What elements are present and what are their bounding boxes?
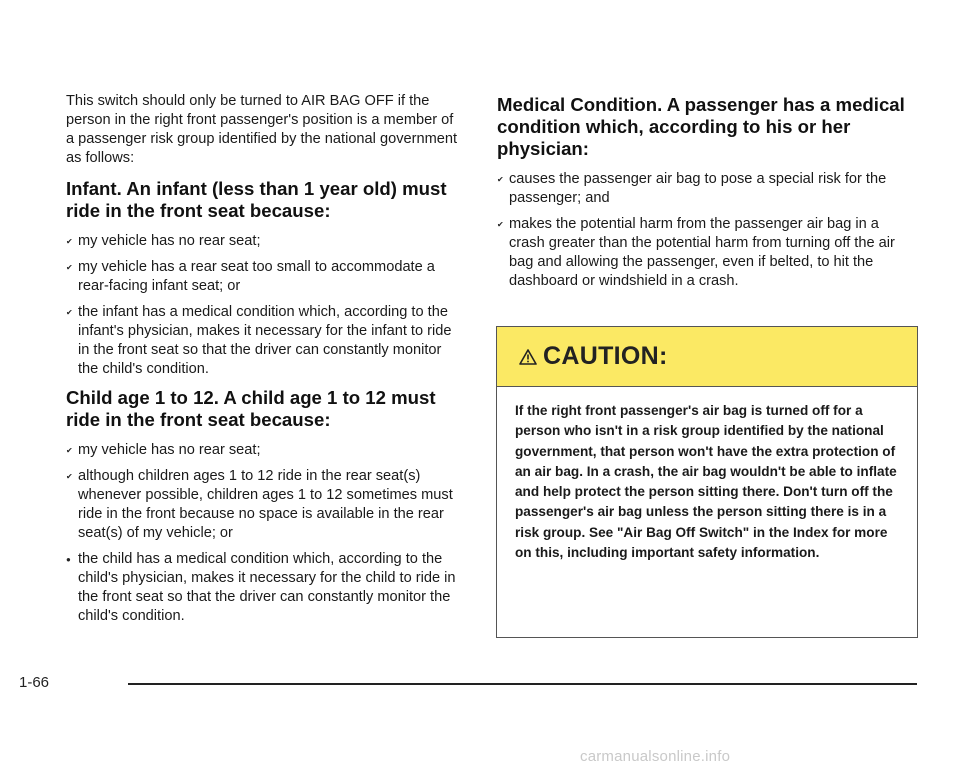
section-heading-infant: Infant. An infant (less than 1 year old) must ride in the front seat because: [66, 178, 447, 221]
list-item: ✔ makes the potential harm from the passenger air bag in a crash greater than the potential harm from turning off the air bag and allowing the passenger, even if belted, to hit the dashboard or windshield in a crash. [497, 216, 895, 289]
list-item: ✔ causes the passenger air bag to pose a special risk for the passenger; and [497, 171, 887, 206]
caution-header [497, 327, 917, 387]
checkmark-bullet-icon: ✔ [66, 237, 73, 246]
list-item: ✔ my vehicle has no rear seat; [66, 233, 261, 249]
checkmark-bullet-icon: ✔ [66, 472, 73, 481]
caution-label [507, 335, 702, 379]
list-item: ✔ my vehicle has a rear seat too small to accommodate a rear-facing infant seat; or [66, 259, 435, 294]
left-column [66, 92, 460, 634]
checkmark-bullet-icon: ✔ [66, 263, 73, 272]
section-heading-child: Child age 1 to 12. A child age 1 to 12 must ride in the front seat because: [66, 387, 436, 430]
caution-text: If the right front passenger's air bag is turned off for a person who isn't in a risk group identified by the national government, that person won't have the extra protection of an air bag. In a crash, the air bag wouldn't be able to inflate and help protect the person sitting there. Don't turn off the passenger's air bag unless the person sitting there is in a risk group. See "Air Bag Off Switch" in the Index for more on this, including important safety information. [515, 403, 897, 561]
warning-triangle-icon [519, 349, 537, 365]
list-item: ✔ although children ages 1 to 12 ride in the rear seat(s) whenever possible, children ages 1 to 12 sometimes must ride in the front because no space is available in the rear seat(s) of my vehicle; or [66, 468, 453, 541]
section-heading-medical: Medical Condition. A passenger has a medical condition which, according to his or her physician: [497, 94, 905, 159]
list-item: ✔ my vehicle has no rear seat; [66, 442, 261, 458]
checkmark-bullet-icon: ✔ [66, 446, 73, 455]
dot-bullet-icon: ● [66, 555, 71, 564]
caution-box [496, 326, 918, 638]
list-item: ● the child has a medical condition which, according to the child's physician, makes it necessary for the child to ride in the front seat so that the driver can constantly monitor the child's condition. [66, 551, 456, 624]
list-item: ✔ the infant has a medical condition which, according to the infant's physician, makes it necessary for the infant to ride in the front seat so that the driver can constantly monitor the child's condition. [66, 304, 452, 377]
watermark: carmanualsonline.info [580, 748, 731, 765]
checkmark-bullet-icon: ✔ [66, 308, 73, 317]
page-number: 1-66 [19, 674, 50, 691]
checkmark-bullet-icon: ✔ [497, 175, 504, 184]
child-list [66, 441, 460, 626]
checkmark-bullet-icon: ✔ [497, 220, 504, 229]
infant-list [66, 232, 460, 379]
intro-paragraph: This switch should only be turned to AIR BAG OFF if the person in the right front passenger's position is a member of a passenger risk group identified by the national government as follows: [66, 93, 458, 166]
caution-title: CAUTION: [543, 342, 668, 370]
medical-list [497, 170, 917, 291]
footer-divider [128, 683, 917, 685]
right-column [497, 92, 917, 299]
